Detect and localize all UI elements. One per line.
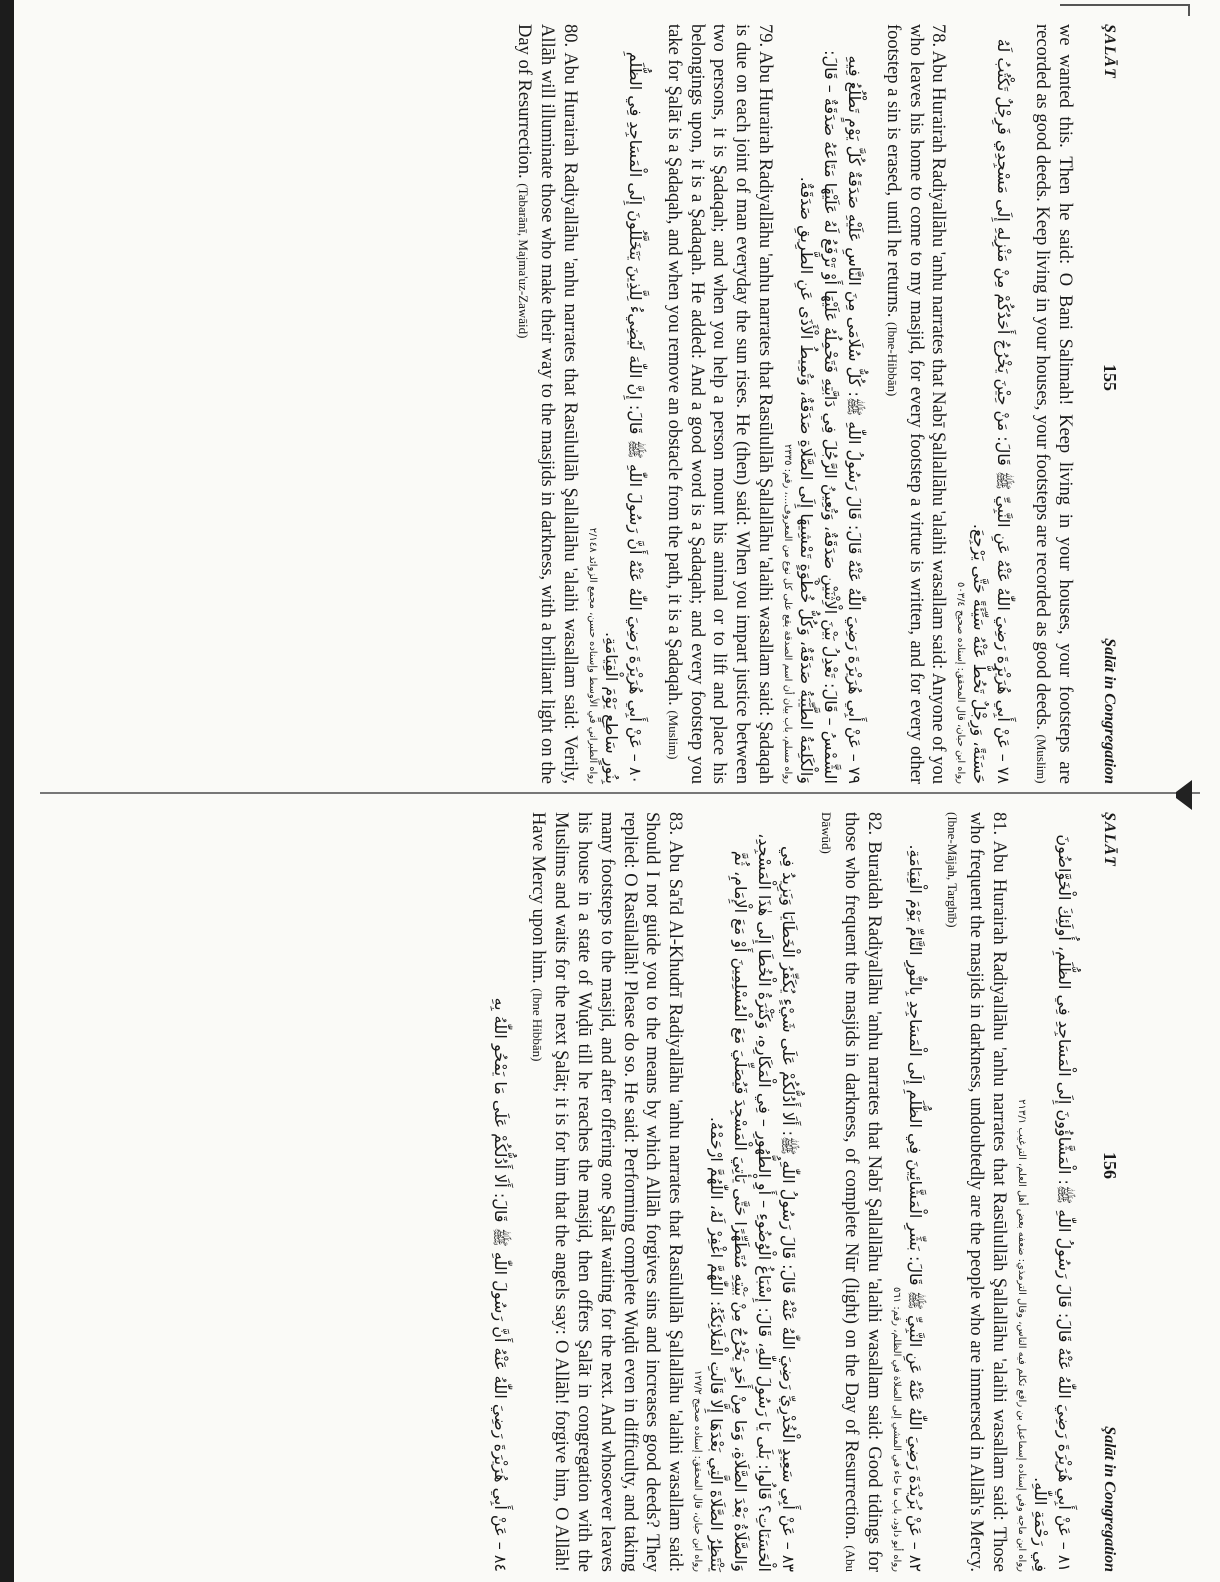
- page-body: [512, 24, 1076, 784]
- hadith-81-translation: 81. Abu Hurairah Radiyallāhu 'anhu narrates that Rasūlullāh Şallallāhu 'alaihi wasallam said: Those who frequent the masjids in darkness, undoubtedly are the people who are immersed in Allāh's Mercy. (Ibne-Mājah, Targhīb): [945, 812, 1009, 1572]
- intro-paragraph: we wanted this. Then he said: O Bani Salimah! Keep living in your houses, your footsteps are recorded as good deeds. Keep living in your houses, your footsteps are recorded as good deeds. (Muslim): [1032, 24, 1075, 784]
- page-header: [1092, 812, 1122, 1572]
- hadith-82-arabic: ٨٢ – عَنْ بُرَيْدَةَ رَضِيَ اللّٰهُ عَنْهُ عَنِ النَّبِيِّ ﷺ قَالَ: بَشِّرِ الْمَشَّائِينَ فِي الظُّلَمِ إِلَى الْمَسَاجِدِ بِالنُّورِ التَّامِّ يَوْمَ الْقِيَامَةِ.: [905, 844, 925, 1572]
- hadith-82-reference: رواه أبو داود، باب ما جاء في المشي إلى الصلاة في الظلم، رقم: ٥٦١: [890, 1287, 902, 1572]
- scan-edge-mark-vertical: [1188, 4, 1190, 16]
- hadith-83-reference: رواه ابن حبان، قال المحقق: إسناده صحيح ١٢٧/٢: [692, 1369, 704, 1572]
- page-fold-line: [40, 792, 1200, 794]
- page-body: [488, 812, 1076, 1572]
- hadith-83-arabic: ٨٣ – عَنْ أَبِي سَعِيدٍ الْخُدْرِيِّ رَضِيَ اللّٰهُ عَنْهُ قَالَ: قَالَ رَسُولُ اللّٰهِ ﷺ: أَلَا أَدُلُّكُمْ عَلَى شَيْءٍ يُكَفِّرُ الْخَطَايَا وَيَزِيدُ فِي الْحَسَنَاتِ؟ قَالُوا: بَلَى يَا رَسُولَ اللّٰهِ، قَالَ: إِسْبَاغُ الْوُضُوءِ – أَوِ الطُّهُورِ – فِي الْمَكَارِهِ، وَكَثْرَةُ الْخُطَا إِلَى هٰذَا الْمَسْجِدِ، وَالصَّلَاةُ بَعْدَ الصَّلَاةِ، وَمَا مِنْ أَحَدٍ يَخْرُجُ مِنْ بَيْتِهِ مُتَطَهِّرًا حَتَّى يَأْتِيَ الْمَسْجِدَ فَيُصَلِّيَ مَعَ الْمُسْلِمِينَ أَوْ مَعَ الْإِمَامِ، ثُمَّ يَنْتَظِرُ الصَّلَاةَ الَّتِي بَعْدَهَا إِلَّا قَالَتِ الْمَلَائِكَةُ: اللّٰهُمَّ اغْفِرْ لَهُ، اللّٰهُمَّ ارْحَمْهُ.: [707, 833, 799, 1572]
- hadith-78-arabic: ٧٨ – عَنْ أَبِي هُرَيْرَةَ رَضِيَ اللّٰهُ عَنْهُ عَنِ النَّبِيِّ ﷺ قَالَ: مَنْ حِيْنَ يَخْرُجُ أَحَدُكُمْ مِنْ مَنْزِلِهِ إِلَى مَسْجِدِي فَرِجْلٌ تَكْتُبُ لَهُ حَسَنَةً، وَرِجْلٌ تَحُطُّ عَنْهُ سَيِّئَةً حَتَّى يَرْجِعَ.: [970, 38, 1014, 784]
- book-binding-edge: [0, 0, 14, 1582]
- hadith-78-translation: 78. Abu Hurairah Radiyallāhu 'anhu narrates that Nabī Şallallāhu 'alaihi wasallam said: Anyone of you who leaves his home to come to my masjid, for every footstep a virtue is written, and for every other footstep a sin is erased, until he returns. (Ibne-Hibbān): [882, 24, 949, 784]
- hadith-79-reference: رواه مسلم، باب بيان أن اسم الصدقة يقع على كل نوع من المعروف...، رقم: ٢٣٣٥: [782, 444, 794, 784]
- fold-notch: [1176, 780, 1192, 810]
- running-head-right: Şalāt in Congregation: [1101, 638, 1118, 784]
- hadith-78-reference: رواه ابن حبان، قال المحقق: إسناده صحيح ٥٠٣/٤: [955, 581, 967, 784]
- hadith-81-arabic: ٨١ – عَنْ أَبِي هُرَيْرَةَ رَضِيَ اللّٰهُ عَنْهُ قَالَ: قَالَ رَسُولُ اللّٰهِ ﷺ: الْمَشَّاؤُونَ إِلَى الْمَسَاجِدِ فِي الظُّلَمِ، أُولَئِكَ الْخَوَّاضُونَ فِي رَحْمَةِ اللّٰهِ.: [1031, 834, 1074, 1572]
- hadith-84-arabic: ٨٤ – عَنْ أَبِي هُرَيْرَةَ رَضِيَ اللّٰهُ عَنْهُ أَنَّ رَسُولَ اللّٰهِ ﷺ قَالَ: أَلَا أَدُلُّكُمْ عَلَى مَا يَمْحُو اللّٰهُ بِهِ: [490, 997, 510, 1572]
- hadith-80-reference: رواه الطبراني في الأوسط وإسناده حسن، مجمع الزوائد ٢/١٤٨: [587, 527, 599, 784]
- hadith-82-translation: 82. Buraidah Radiyallāhu 'anhu narrates that Nabī Şallallāhu 'alaihi wasallam said: Good tidings for those who frequent the masjids in darkness, of complete Nūr (light) on the Day of Resurrection. (Abu Dāwūd): [819, 812, 884, 1572]
- running-head-left: ŞALĀT: [1101, 24, 1118, 79]
- running-head-left: ŞALĀT: [1101, 812, 1118, 867]
- hadith-79-translation: 79. Abu Hurairah Radiyallāhu 'anhu narrates that Rasūlullāh Şallallāhu 'alaihi wasallam said: Şadaqah is due on each joint of man everyday the sun rises. He (then) said: When you impart justice between two persons, it is Şadaqah; and when you help a person mount his animal or to lift and place his belongings upon, it is a Şadaqah. He added: And a good word is a Şadaqah; and every footstep you take for Şalāt is a Şadaqah, and when you remove an obstacle from the path, it is a Şadaqah. (Muslim): [663, 24, 776, 784]
- page-header: [1092, 24, 1122, 784]
- hadith-79-arabic: ٧٩ – عَنْ أَبِي هُرَيْرَةَ رَضِيَ اللّٰهُ عَنْهُ قَالَ: قَالَ رَسُولُ اللّٰهِ ﷺ: كُلُّ سُلَامَى مِنَ النَّاسِ عَلَيْهِ صَدَقَةٌ كُلَّ يَوْمٍ تَطْلُعُ فِيهِ الشَّمْسُ – قَالَ: تَعْدِلُ بَيْنَ الْاِثْنَيْنِ صَدَقَةٌ، وَتُعِينُ الرَّجُلَ فِي دَابَّتِهِ فَتَحْمِلُهُ عَلَيْهَا أَوْ تَرْفَعُ لَهُ عَلَيْهَا مَتَاعَهُ صَدَقَةٌ – قَالَ: وَالْكَلِمَةُ الطَّيِّبَةُ صَدَقَةٌ، وَكُلُّ خُطْوَةٍ تَمْشِيهَا إِلَى الصَّلَاةِ صَدَقَةٌ، وَتُمِيطُ الْأَذَى عَنِ الطَّرِيقِ صَدَقَةٌ.: [797, 50, 865, 784]
- page-number: 155: [1100, 364, 1120, 391]
- page-155: [122, 24, 1122, 784]
- page-number: 156: [1100, 1152, 1120, 1179]
- page-156: [122, 812, 1122, 1572]
- hadith-83-translation: 83. Abu Sa'īd Al-Khudrī Radiyallāhu 'anhu narrates that Rasūlullāh Şallallāhu 'alaihi wasallam said: Should I not guide you to the means by which Allāh forgives sins and increases good deeds? They replied: O Rasūlallāh! Please do so. He said: Performing complete Wuḍū even in difficulty, and taking many footsteps to the masjid, and after offering one Şalāt waiting for the next. And whosoever leaves his house in a state of Wuḍū till he reaches the masjid, then offers Şalāt in congregation with the Muslims and waits for the next Şalāt; it is for him that the angels say: O Allāh! forgive him, O Allāh! Have Mercy upon him. (Ibne Hibbān): [528, 812, 686, 1572]
- scan-edge-mark: [1060, 4, 1190, 6]
- running-head-right: Şalāt in Congregation: [1101, 1426, 1118, 1572]
- hadith-80-arabic: ٨٠ – عَنْ أَبِي هُرَيْرَةَ رَضِيَ اللّٰهُ عَنْهُ أَنَّ رَسُولَ اللّٰهِ ﷺ قَالَ: إِنَّ اللّٰهَ لَيُضِيءُ لِلَّذِينَ يَتَخَلَّلُونَ إِلَى الْمَسَاجِدِ فِي الظُّلَمِ بِنُورٍ سَاطِعٍ يَوْمَ الْقِيَامَةِ.: [602, 51, 646, 784]
- hadith-81-reference: رواه ابن ماجه وفي إسناده إسماعيل بن رافع تكلم فيه الناس، وقال الترمذي: ضعفه بعض أهل العلم، الترغيب ٢١٣/١: [1016, 1099, 1027, 1572]
- hadith-80-translation: 80. Abu Hurairah Radiyallāhu 'anhu narrates that Rasūlullāh Şallallāhu 'alaihi wasallam said: Verily, Allāh will illuminate those who make their way to the masjids in darkness, with a brilliant light on the Day of Resurrection. (Tabarānī, Majma'uz-Zawāid): [514, 24, 581, 784]
